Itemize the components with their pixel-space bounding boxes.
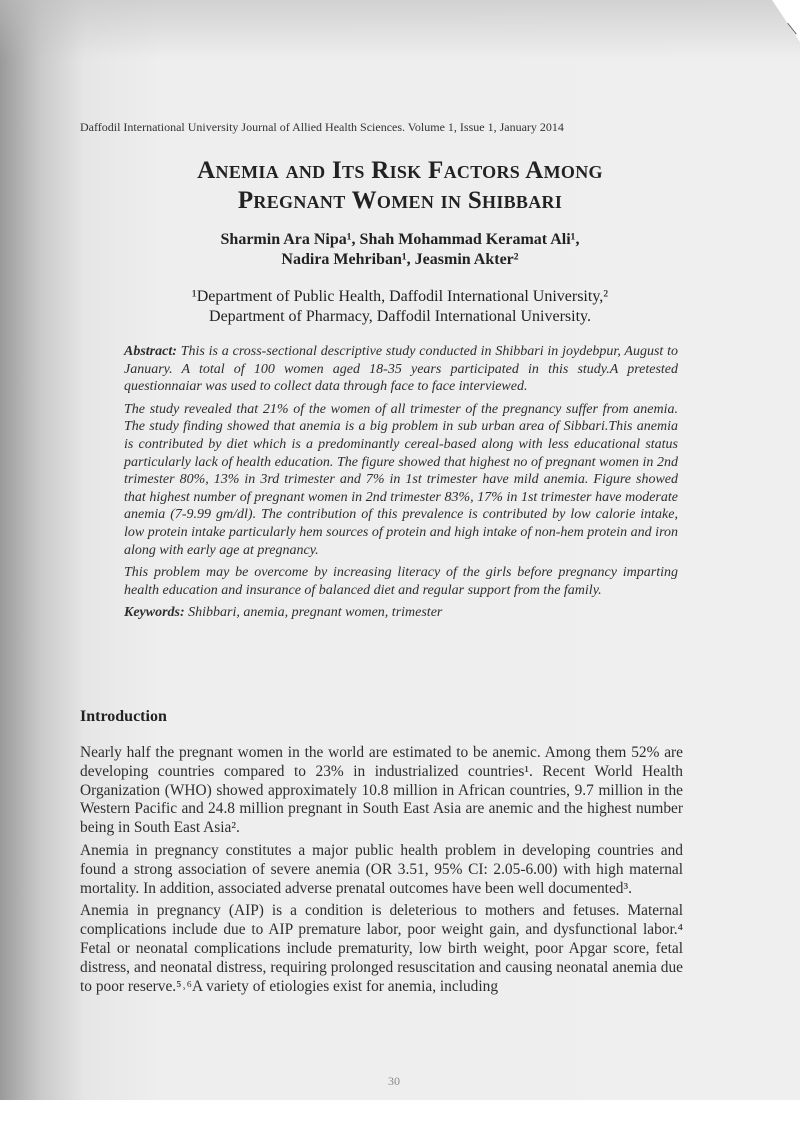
abstract-paragraph-1: [124, 343, 678, 396]
title-line-2: Pregnant Women in Shibbari: [237, 187, 563, 214]
article-title: [80, 156, 720, 216]
page-number: 30: [388, 1074, 400, 1088]
intro-paragraph-1: Nearly half the pregnant women in the world are estimated to be anemic. Among them 52% are developing countries compared to 23% in industrialized countries¹. Recent World Health Organization (WHO) showed approximately 10.8 million in African countries, 9.7 million in the Western Pacific and 24.8 million pregnant in South East Asia are anemic and the highest number being in South East Asia².: [80, 744, 683, 837]
abstract-label: Abstract:: [124, 344, 177, 359]
keywords-label: Keywords:: [124, 605, 185, 621]
abstract-block: [124, 343, 678, 627]
abstract-text-1: This is a cross-sectional descriptive study conducted in Shibbari in joydebpur, August to January. A total of 100 women aged 18-35 years participated in this study.A pretested questionnaiar was used to collect data through face to face interviewed.: [124, 344, 678, 395]
author-list: [120, 230, 680, 270]
authors-line-2: Nadira Mehriban¹, Jeasmin Akter²: [281, 251, 519, 268]
section-heading-introduction: Introduction: [80, 708, 167, 725]
intro-paragraph-2: Anemia in pregnancy constitutes a major public health problem in developing countries and found a strong association of severe anemia (OR 3.51, 95% CI: 2.05-6.00) with high maternal mortality. In addition, associated adverse prenatal outcomes have been well documented³.: [80, 841, 683, 897]
affiliation-line-1: ¹Department of Public Health, Daffodil International University,²: [191, 288, 609, 305]
keywords-text: Shibbari, anemia, pregnant women, trimester: [184, 605, 443, 621]
affiliation-line-2: Department of Pharmacy, Daffodil International University.: [209, 308, 591, 325]
introduction-body: [80, 744, 683, 1000]
keywords-line: [124, 604, 678, 622]
abstract-paragraph-2: The study revealed that 21% of the women of all trimester of the pregnancy suffer from anemia. The study finding showed that anemia is a big problem in sub urban area of Sibbari.This anemia is contributed by diet which is a predominantly cereal-based along with less educational status particularly lack of health education. The figure showed that highest no of pregnant women in 2nd trimester 80%, 13% in 3rd trimester and 7% in 1st trimester have mild anemia. Figure showed that highest number of pregnant women in 2nd trimester 83%, 17% in 1st trimester have moderate anemia (7-9.99 gm/dl). The contribution of this prevalence is contributed by low calorie intake, low protein intake particularly hem sources of protein and high intake of non-hem protein and iron along with early age at pregnancy.: [124, 401, 678, 558]
title-line-1: Anemia and Its Risk Factors Among: [197, 157, 603, 184]
authors-line-1: Sharmin Ara Nipa¹, Shah Mohammad Keramat Ali¹,: [220, 231, 580, 248]
affiliations: [110, 287, 690, 327]
intro-paragraph-3: Anemia in pregnancy (AIP) is a condition is deleterious to mothers and fetuses. Maternal complications include due to AIP premature labor, poor weight gain, and dysfunctional labor.⁴ Fetal or neonatal complications include prematurity, low birth weight, poor Apgar score, fetal distress, and neonatal distress, requiring prolonged resuscitation and causing neonatal anemia due to poor reserve.⁵˒⁶A variety of etiologies exist for anemia, including: [80, 902, 683, 995]
running-head: Daffodil International University Journal of Allied Health Sciences. Volume 1, Issue 1, January 2014: [80, 120, 564, 134]
scan-bottom-margin: [0, 1100, 800, 1132]
abstract-paragraph-3: This problem may be overcome by increasing literacy of the girls before pregnancy imparting health education and insurance of balanced diet and regular support from the family.: [124, 565, 678, 598]
